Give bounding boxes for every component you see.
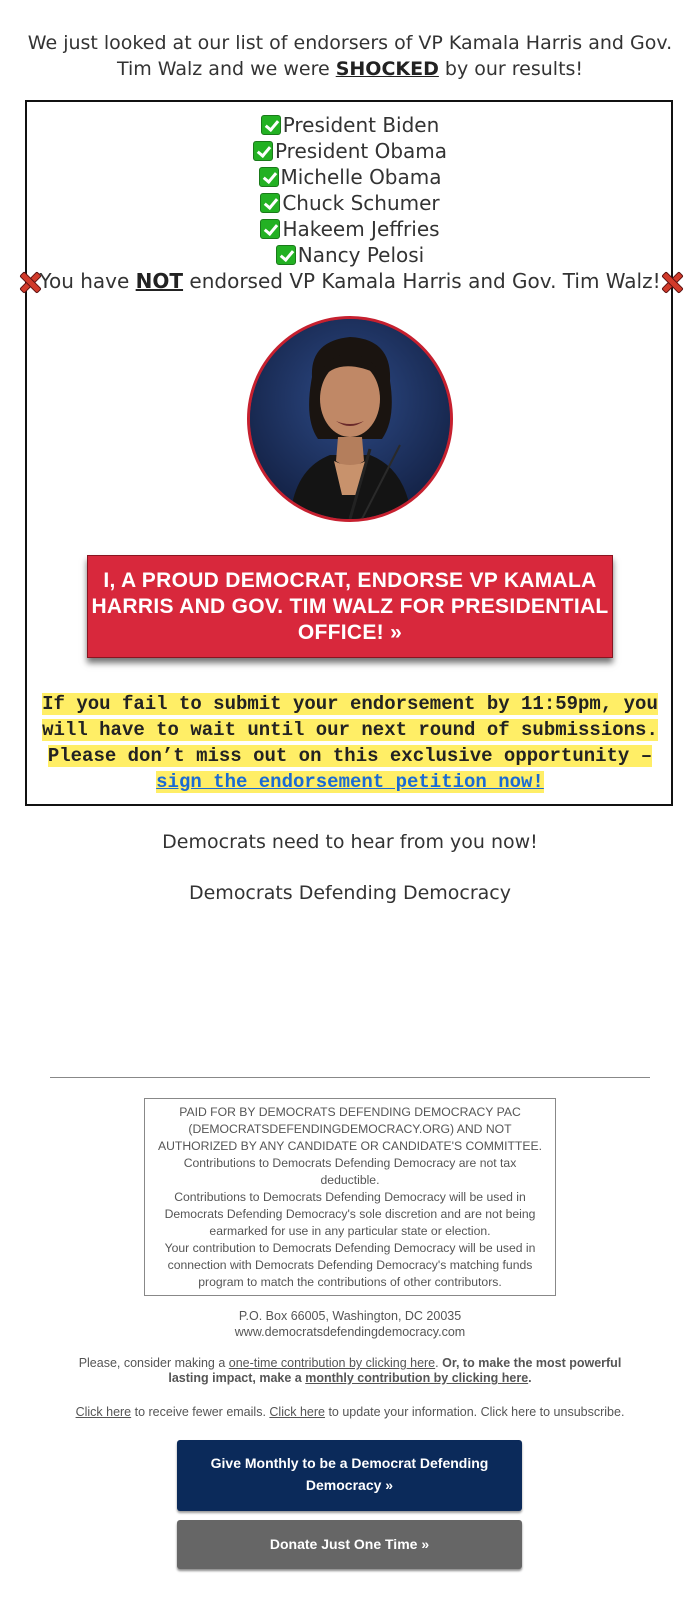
divider bbox=[50, 1077, 650, 1078]
prefs-text-2: to update your information. Click here to unsubscribe. bbox=[324, 1405, 625, 1419]
signature: Democrats Defending Democracy bbox=[188, 882, 511, 904]
intro-after: by our results! bbox=[438, 58, 584, 80]
deadline-notice bbox=[36, 691, 664, 795]
portrait-illustration bbox=[250, 319, 450, 519]
matching-text: Your contribution to Democrats Defending Democracy will be used in connection with Democrats Defending Democracy's matching funds program to match the contributions of other contributors. bbox=[164, 1241, 536, 1289]
consider-strong: Or, to make the most powerful lasting impact, make a bbox=[168, 1356, 622, 1385]
list-item bbox=[0, 190, 700, 216]
intro-text bbox=[20, 30, 680, 82]
email-preferences bbox=[0, 1404, 700, 1420]
endorser-name: Michelle Obama bbox=[280, 165, 442, 189]
contribution-prompt bbox=[70, 1356, 630, 1386]
not-endorsed-before: You have bbox=[39, 269, 136, 293]
consider-end: . bbox=[528, 1371, 532, 1385]
cross-mark-icon bbox=[661, 271, 681, 291]
checkmark-icon bbox=[259, 167, 279, 187]
endorse-button[interactable]: I, A PROUD DEMOCRAT, ENDORSE VP KAMALA HARRIS AND GOV. TIM WALZ FOR PRESIDENTIAL OFFICE! » bbox=[87, 555, 613, 658]
fewer-emails-link[interactable]: Click here bbox=[75, 1405, 132, 1419]
list-item bbox=[0, 164, 700, 190]
checkmark-icon bbox=[260, 193, 280, 213]
checkmark-icon bbox=[276, 245, 296, 265]
update-info-link[interactable]: Click here bbox=[269, 1405, 325, 1419]
discretion-text: Contributions to Democrats Defending Democracy will be used in Democrats Defending Democracy's sole discretion and are not being earmarked for use in any particular state or election. bbox=[164, 1190, 536, 1238]
list-item bbox=[0, 138, 700, 164]
deadline-text: If you fail to submit your endorsement by 11:59pm, you will have to wait until our next round of submissions. Please don’t miss out on this exclusive opportunity – bbox=[42, 693, 658, 767]
consider-before: Please, consider making a bbox=[78, 1356, 229, 1370]
not-endorsed-row bbox=[0, 268, 700, 294]
monthly-contribution-link[interactable]: monthly contribution by clicking here bbox=[305, 1371, 529, 1385]
sign-petition-link[interactable]: sign the endorsement petition now! bbox=[156, 771, 544, 793]
candidate-photo[interactable] bbox=[247, 316, 453, 522]
consider-mid: . bbox=[435, 1356, 443, 1370]
endorser-name: President Biden bbox=[282, 113, 440, 137]
checkmark-icon bbox=[261, 115, 281, 135]
checkmark-icon bbox=[260, 219, 280, 239]
endorser-list bbox=[0, 112, 700, 294]
not-endorsed-emphasis: NOT bbox=[135, 269, 184, 293]
give-monthly-button[interactable]: Give Monthly to be a Democrat Defending Democracy » bbox=[177, 1440, 522, 1511]
endorser-name: President Obama bbox=[274, 139, 448, 163]
prefs-text-1: to receive fewer emails. bbox=[131, 1405, 270, 1419]
list-item bbox=[0, 112, 700, 138]
endorser-name: Hakeem Jeffries bbox=[282, 217, 440, 241]
not-endorsed-after: endorsed VP Kamala Harris and Gov. Tim Walz! bbox=[183, 269, 661, 293]
website: www.democratsdefendingdemocracy.com bbox=[234, 1325, 466, 1339]
checkmark-icon bbox=[253, 141, 273, 161]
mailing-address bbox=[0, 1308, 700, 1340]
intro-before: We just looked at our list of endorsers of VP Kamala Harris and Gov. Tim Walz and we were bbox=[27, 32, 673, 80]
cross-mark-icon bbox=[19, 271, 39, 291]
endorser-name: Chuck Schumer bbox=[282, 191, 440, 215]
list-item bbox=[0, 242, 700, 268]
intro-emphasis: SHOCKED bbox=[335, 58, 439, 80]
tax-text: Contributions to Democrats Defending Democracy are not tax deductible. bbox=[183, 1156, 517, 1187]
donate-once-button[interactable]: Donate Just One Time » bbox=[177, 1520, 522, 1569]
legal-disclaimer bbox=[144, 1098, 556, 1296]
list-item bbox=[0, 216, 700, 242]
one-time-contribution-link[interactable]: one-time contribution by clicking here bbox=[228, 1356, 436, 1370]
paid-for-text: PAID FOR BY DEMOCRATS DEFENDING DEMOCRACY PAC (DEMOCRATSDEFENDINGDEMOCRACY.ORG) AND NOT AUTHORIZED BY ANY CANDIDATE OR CANDIDATE'S COMMITTEE. bbox=[157, 1105, 543, 1153]
endorser-name: Nancy Pelosi bbox=[297, 243, 425, 267]
closing-line: Democrats need to hear from you now! bbox=[162, 831, 538, 853]
po-box: P.O. Box 66005, Washington, DC 20035 bbox=[238, 1309, 462, 1323]
